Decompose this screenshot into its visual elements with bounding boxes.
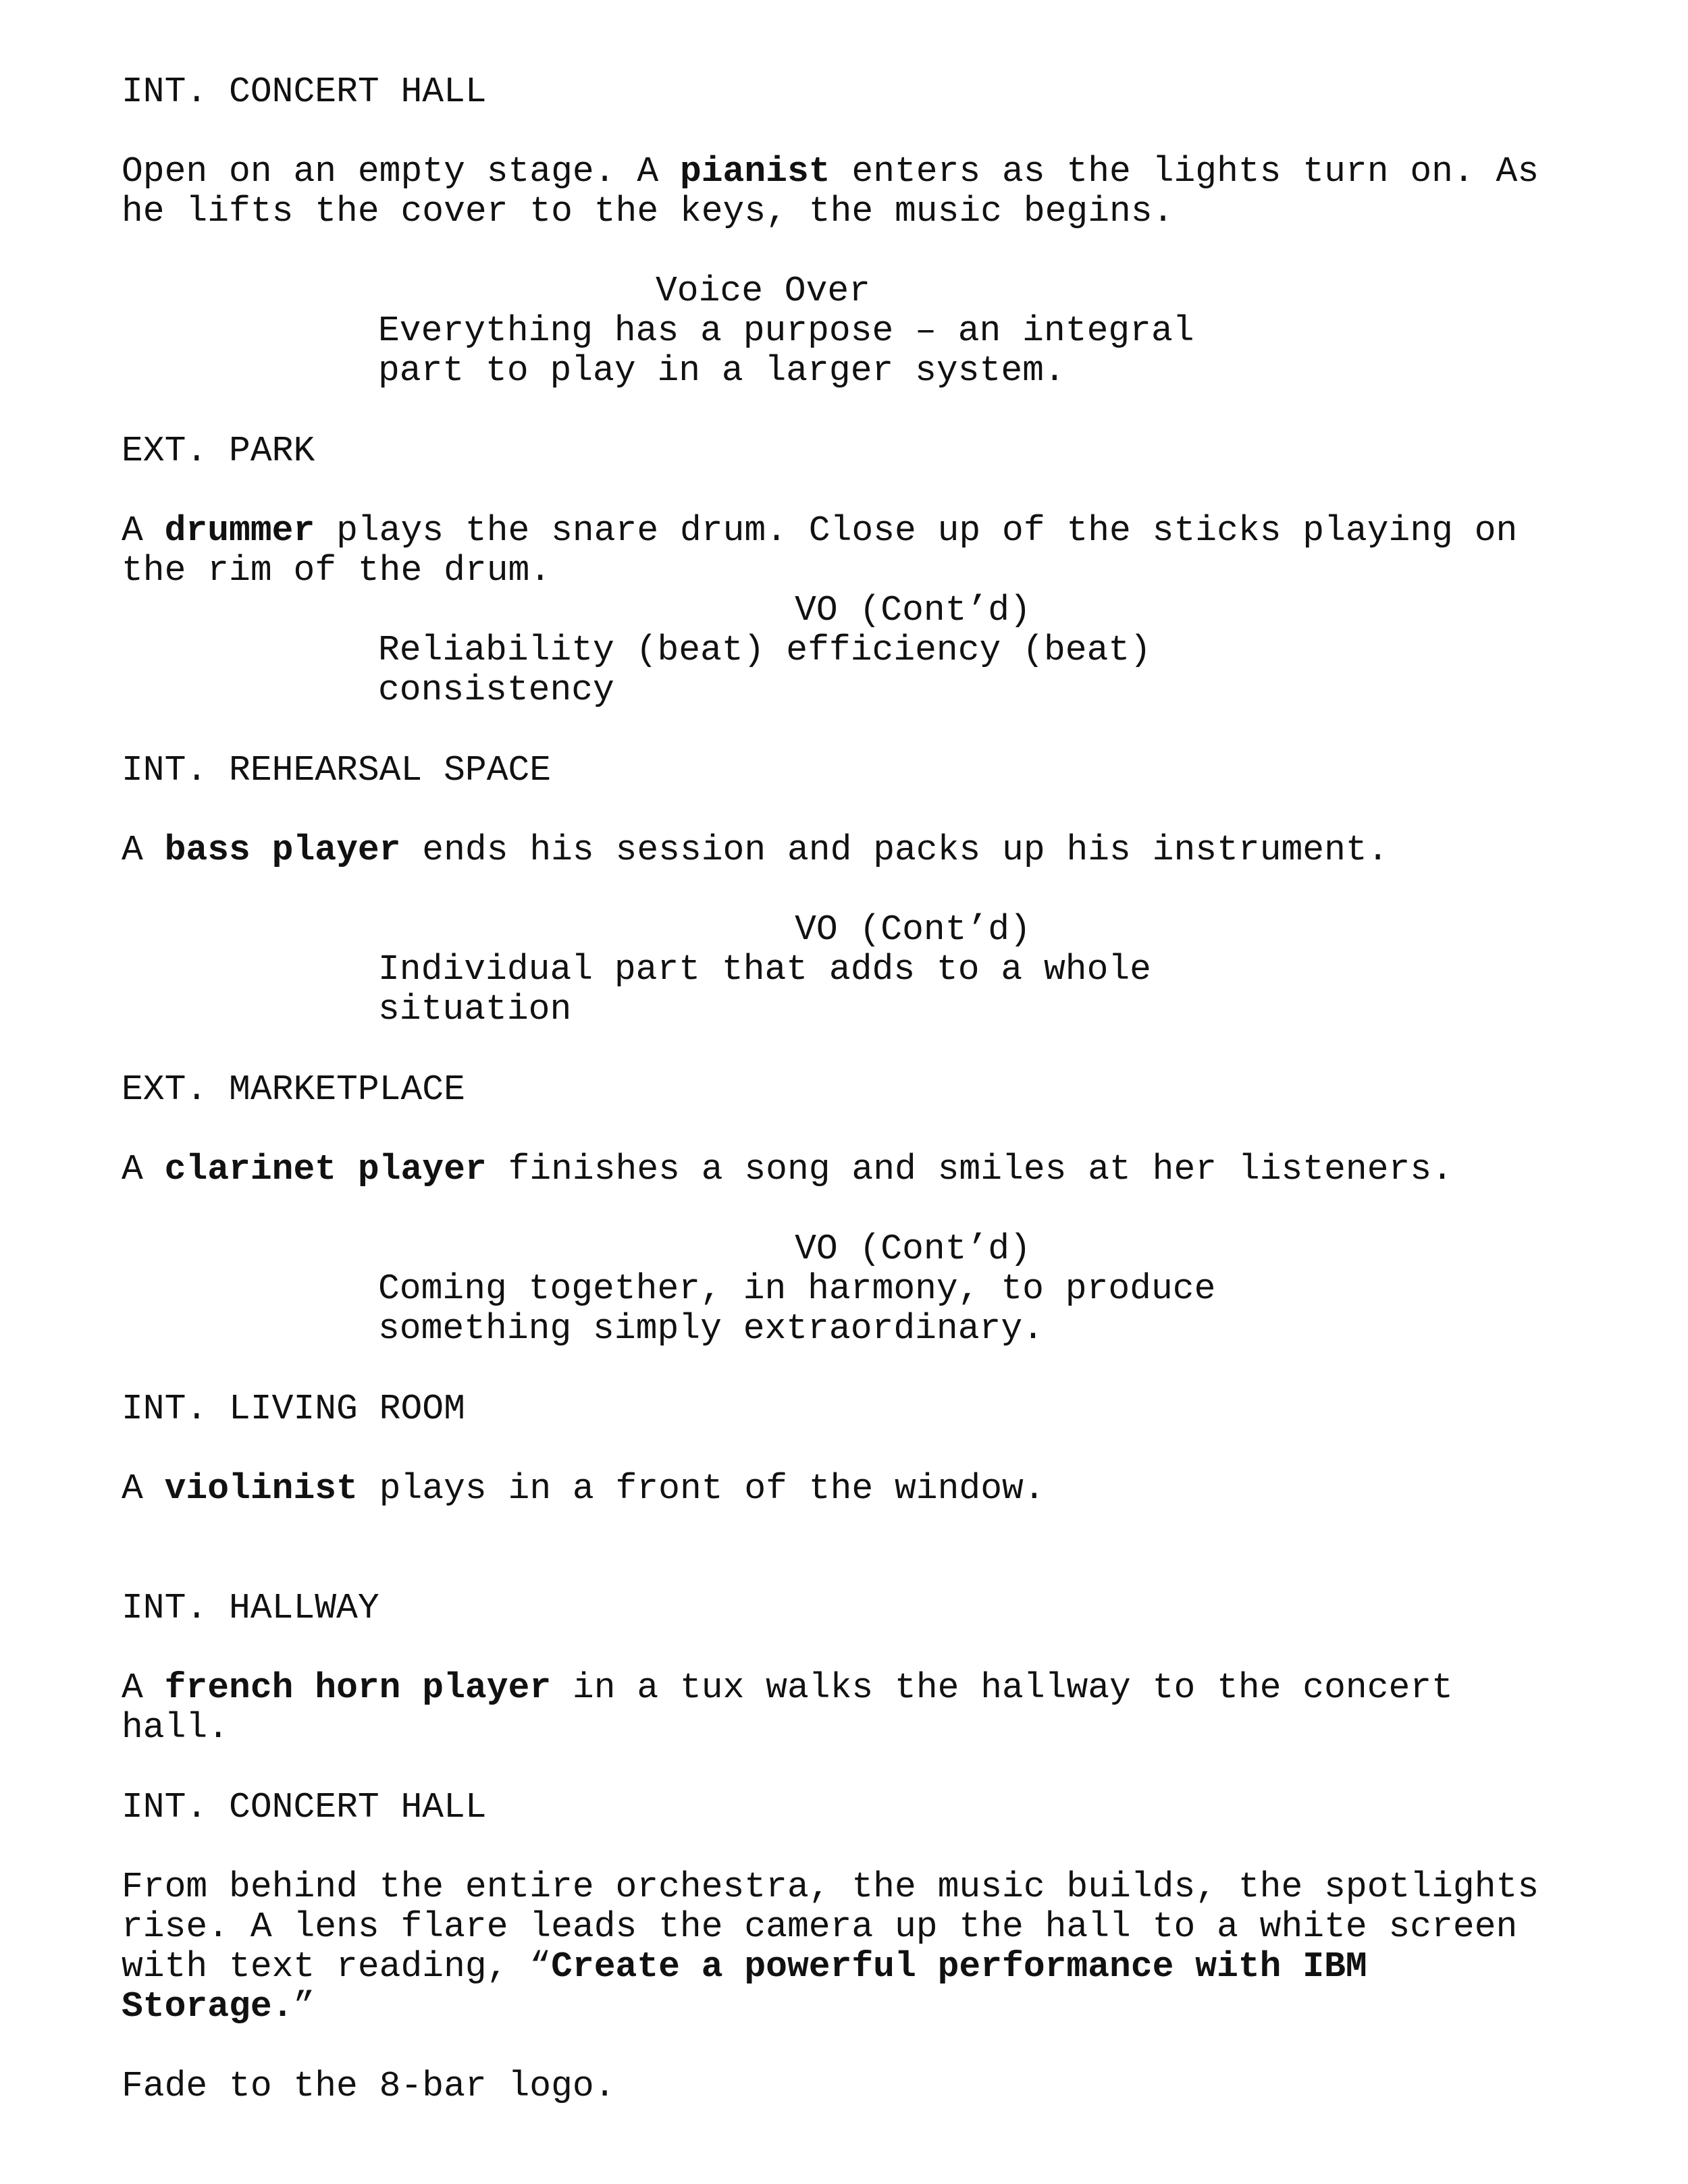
scene-heading: INT. CONCERT HALL: [122, 1787, 487, 1828]
dialogue-line: situation: [378, 989, 572, 1030]
action-line: A drummer plays the snare drum. Close up of the sticks playing on: [122, 510, 1518, 551]
action-line: A violinist plays in a front of the window.: [122, 1468, 1045, 1509]
dialogue-line: consistency: [378, 670, 614, 710]
dialogue-line: part to play in a larger system.: [378, 350, 1065, 391]
action-line: A french horn player in a tux walks the hallway to the concert: [122, 1668, 1453, 1708]
scene-heading: INT. LIVING ROOM: [122, 1389, 465, 1429]
action-line: with text reading, “Create a powerful performance with IBM: [122, 1946, 1367, 1987]
character-name: bass player: [164, 830, 401, 870]
action-line: hall.: [122, 1707, 230, 1748]
scene-heading: INT. HALLWAY: [122, 1588, 379, 1628]
character-name: drummer: [164, 510, 315, 551]
action-line: Open on an empty stage. A pianist enters as the lights turn on. As: [122, 151, 1539, 192]
action-line: Storage.”: [122, 1986, 315, 2027]
dialogue-line: something simply extraordinary.: [378, 1308, 1044, 1349]
character-name: french horn player: [164, 1668, 552, 1708]
action-line: rise. A lens flare leads the camera up the hall to a white screen: [122, 1907, 1518, 1947]
tagline: Storage.: [122, 1986, 294, 2027]
scene-heading: INT. CONCERT HALL: [122, 72, 487, 112]
action-line: he lifts the cover to the keys, the music begins.: [122, 191, 1174, 232]
dialogue-cue: Voice Over: [655, 271, 871, 311]
tagline: Create a powerful performance with IBM: [551, 1946, 1367, 1987]
dialogue-line: Everything has a purpose – an integral: [378, 311, 1194, 351]
character-name: pianist: [679, 151, 830, 192]
dialogue-cue: VO (Cont’d): [795, 909, 1031, 950]
dialogue-line: Reliability (beat) efficiency (beat): [378, 630, 1151, 670]
dialogue-cue: VO (Cont’d): [795, 590, 1031, 631]
scene-heading: EXT. MARKETPLACE: [122, 1069, 465, 1110]
dialogue-line: Individual part that adds to a whole: [378, 949, 1151, 990]
action-line: A clarinet player finishes a song and smiles at her listeners.: [122, 1149, 1453, 1190]
dialogue-cue: VO (Cont’d): [795, 1229, 1031, 1269]
action-line: A bass player ends his session and packs up his instrument.: [122, 830, 1389, 870]
closing-line: Fade to the 8-bar logo.: [122, 2066, 616, 2106]
scene-heading: INT. REHEARSAL SPACE: [122, 750, 552, 791]
character-name: violinist: [164, 1468, 358, 1509]
action-line: the rim of the drum.: [122, 550, 552, 591]
scene-heading: EXT. PARK: [122, 431, 315, 471]
character-name: clarinet player: [164, 1149, 487, 1190]
dialogue-line: Coming together, in harmony, to produce: [378, 1269, 1216, 1309]
action-line: From behind the entire orchestra, the music builds, the spotlights: [122, 1867, 1539, 1907]
